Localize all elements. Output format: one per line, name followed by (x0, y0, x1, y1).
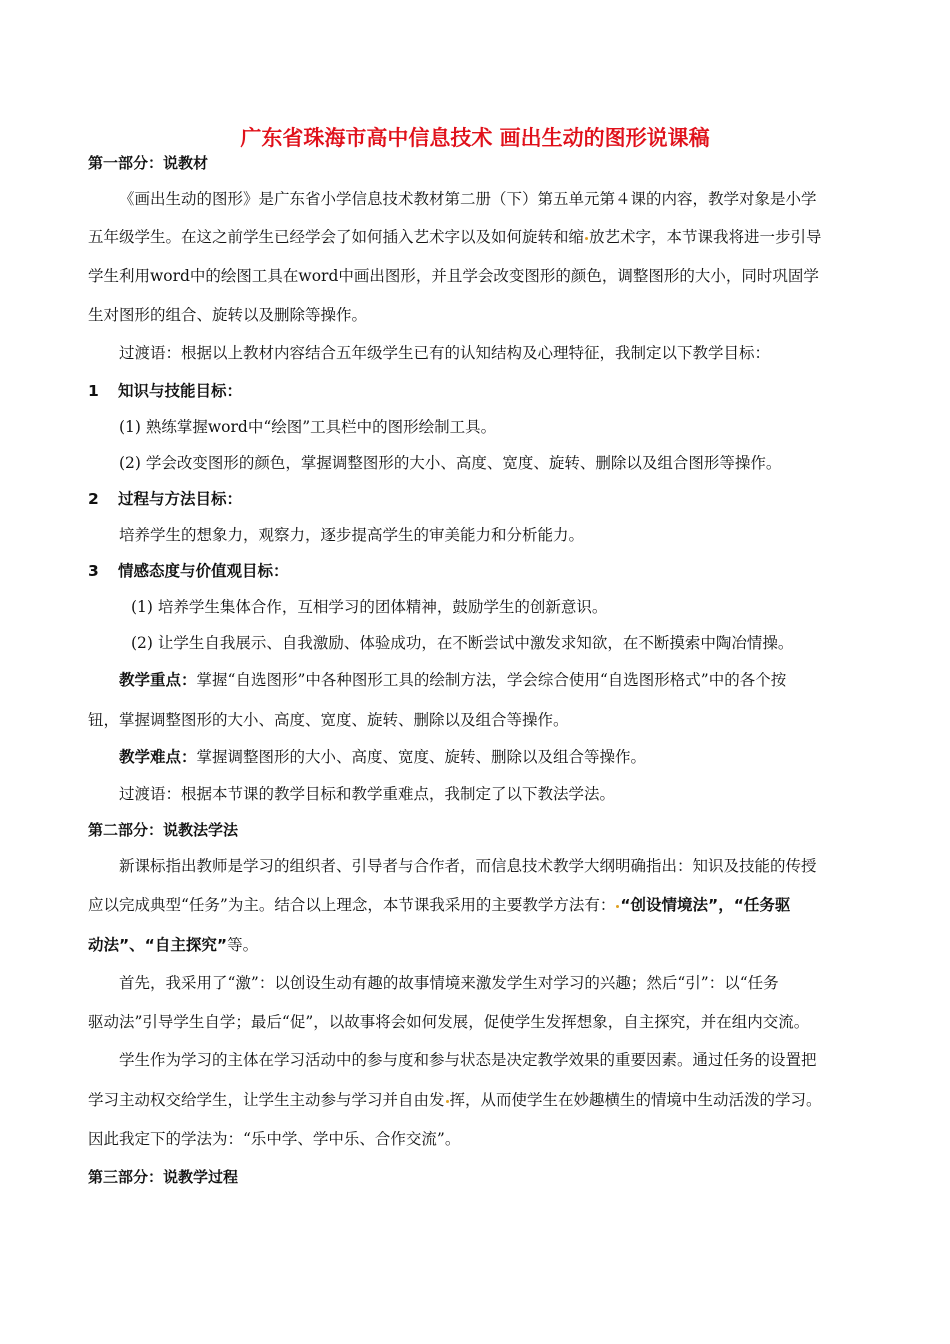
goal-item: (1) 熟练掌握word中“绘图”工具栏中的图形绘制工具。 (119, 418, 497, 436)
paragraph-line: 新课标指出教师是学习的组织者、引导者与合作者，而信息技术教学大纲明确指出：知识及技能的传授 (119, 857, 817, 875)
paragraph-line: 驱动法”引导学生自学；最后“促”，以故事将会如何发展，促使学生发挥想象，自主探究，并在组内交流。 (88, 1013, 810, 1031)
goal-item: (2) 让学生自我展示、自我激励、体验成功，在不断尝试中激发求知欲，在不断摸索中陶冶情操。 (131, 634, 794, 652)
document-title: 广东省珠海市高中信息技术 画出生动的图形说课稿 (240, 126, 710, 150)
goal-heading-3: 3 情感态度与价值观目标： (88, 562, 289, 580)
paragraph-line: 《画出生动的图形》是广东省小学信息技术教材第二册（下）第五单元第４课的内容，教学对象是小学 (119, 190, 817, 208)
goal-heading-1: 1 知识与技能目标： (88, 382, 243, 400)
goal-text: 培养学生的想象力，观察力，逐步提高学生的审美能力和分析能力。 (119, 526, 585, 544)
paragraph-line: 动法”、“自主探究”等。 (88, 936, 259, 954)
paragraph-line: 因此我定下的学法为：“乐中学、学中乐、合作交流”。 (88, 1130, 461, 1148)
section-heading-3: 第三部分：说教学过程 (88, 1168, 239, 1186)
section-heading-2: 第二部分：说教法学法 (88, 821, 239, 839)
goal-item: (2) 学会改变图形的颜色，掌握调整图形的大小、高度、宽度、旋转、删除以及组合图形等操作。 (119, 454, 782, 472)
paragraph-line: 五年级学生。在这之前学生已经学会了如何插入艺术字以及如何旋转和缩 放艺术字，本节课我将进一步引导 (88, 228, 822, 246)
paragraph-line: 学生利用word中的绘图工具在word中画出图形，并且学会改变图形的颜色，调整图形的大小，同时巩固学 (88, 267, 819, 285)
difficulty-point: 教学难点：掌握调整图形的大小、高度、宽度、旋转、删除以及组合等操作。 (119, 748, 647, 766)
paragraph-line: 学生作为学习的主体在学习活动中的参与度和参与状态是决定教学效果的重要因素。通过任务的设置把 (119, 1051, 817, 1069)
section-heading-1: 第一部分：说教材 (88, 154, 209, 172)
paragraph-line: 应以完成典型“任务”为主。结合以上理念，本节课我采用的主要教学方法有： “创设情境法”，“任务驱 (88, 896, 791, 914)
mark-dot (585, 237, 588, 240)
mark-dot (446, 1100, 449, 1103)
paragraph-line: 学习主动权交给学生，让学生主动参与学习并自由发 挥，从而使学生在妙趣横生的情境中生动活泼的学习。 (88, 1091, 822, 1109)
key-point-cont: 钮，掌握调整图形的大小、高度、宽度、旋转、删除以及组合等操作。 (88, 711, 569, 729)
goal-heading-2: 2 过程与方法目标： (88, 490, 243, 508)
key-point: 教学重点：掌握“自选图形”中各种图形工具的绘制方法，学会综合使用“自选图形格式”中的各个按 (119, 671, 787, 689)
mark-dot (616, 905, 619, 908)
paragraph-line: 首先，我采用了“激”：以创设生动有趣的故事情境来激发学生对学习的兴趣；然后“引”：以“任务 (119, 974, 779, 992)
transition-text: 过渡语：根据本节课的教学目标和教学重难点，我制定了以下教法学法。 (119, 785, 616, 803)
goal-item: (1) 培养学生集体合作，互相学习的团体精神，鼓励学生的创新意识。 (131, 598, 608, 616)
transition-text: 过渡语：根据以上教材内容结合五年级学生已有的认知结构及心理特征，我制定以下教学目标： (119, 344, 771, 362)
paragraph-line: 生对图形的组合、旋转以及删除等操作。 (88, 306, 368, 324)
